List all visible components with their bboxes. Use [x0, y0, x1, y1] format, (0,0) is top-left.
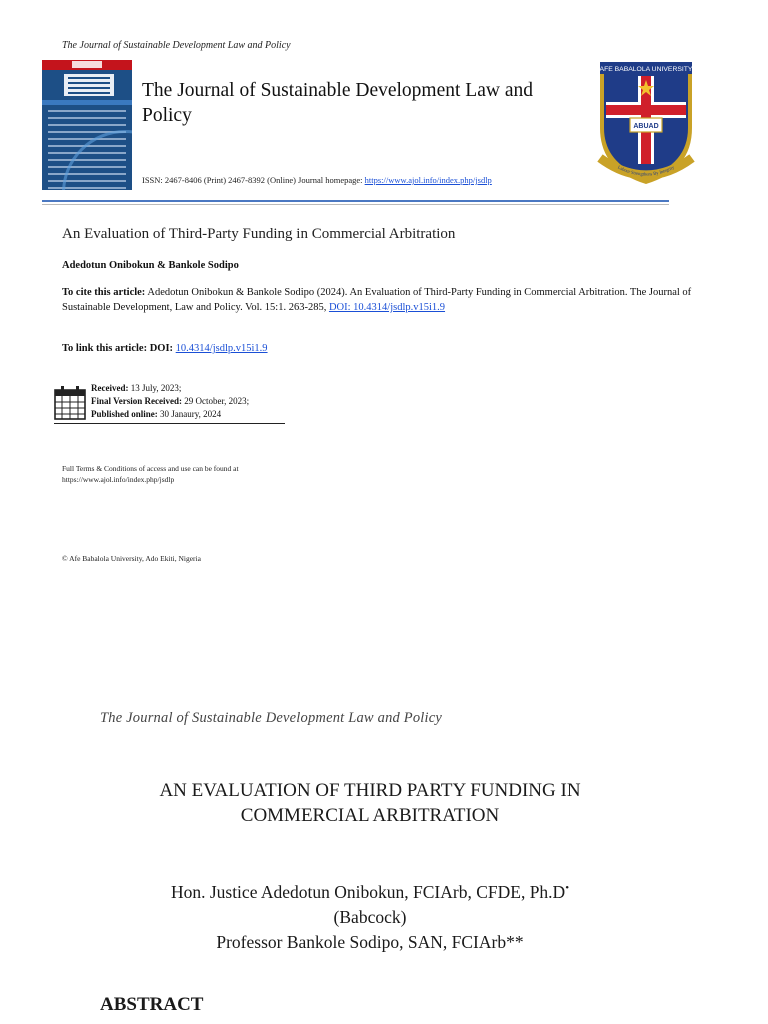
article-authors: Adedotun Onibokun & Bankole Sodipo [62, 260, 239, 271]
page2-running-head: The Journal of Sustainable Development Law and Policy [100, 710, 443, 726]
terms-line: Full Terms & Conditions of access and use can be found at [62, 464, 239, 473]
issn-text: ISSN: 2467-8406 (Print) 2467-8392 (Online) Journal homepage: [142, 175, 365, 185]
page2-author2: Professor Bankole Sodipo, SAN, FCIArb** [216, 931, 524, 952]
received-date: 13 July, 2023; [128, 383, 182, 393]
terms-url: https://www.ajol.info/index.php/jsdlp [62, 475, 175, 484]
running-head: The Journal of Sustainable Development Law and Policy [62, 40, 291, 51]
calendar-icon [54, 384, 86, 420]
cite-text: Adedotun Onibokun & Bankole Sodipo (2024). An Evaluation of Third-Party Funding in Commercial Arbitration. The Journal of Sustainable Development, Law and Policy. Vol. 15:1. 263-285, [62, 287, 692, 313]
page2-authors [0, 876, 740, 955]
page2-title-line: COMMERCIAL ARBITRATION [240, 805, 500, 826]
terms-note [62, 463, 239, 485]
dates-block [91, 382, 249, 421]
final-version-label: Final Version Received: [91, 396, 182, 406]
university-crest-logo [592, 58, 700, 188]
dates-rule [54, 423, 285, 424]
article-title: An Evaluation of Third-Party Funding in Commercial Arbitration [62, 226, 456, 242]
final-version-date: 29 October, 2023; [182, 396, 250, 406]
page2-article-title [0, 778, 740, 828]
cite-label: To cite this article: [62, 287, 146, 298]
link-block [62, 343, 268, 354]
citation-block [62, 285, 712, 315]
page2-title-line: AN EVALUATION OF THIRD PARTY FUNDING IN [159, 780, 581, 801]
header-rule-thin [42, 204, 669, 205]
received-label: Received: [91, 383, 129, 393]
published-date: 30 Janaury, 2024 [157, 409, 222, 419]
abstract-heading: ABSTRACT [100, 994, 204, 1015]
journal-title: The Journal of Sustainable Development Law and Policy [142, 80, 533, 126]
issn-line [142, 175, 492, 185]
journal-homepage-link[interactable]: https://www.ajol.info/index.php/jsdlp [364, 175, 492, 185]
page2-author1-affiliation: (Babcock) [333, 906, 407, 927]
author1-footnote-mark: • [565, 882, 570, 894]
published-label: Published online: [91, 409, 158, 419]
copyright-notice: © Afe Babalola University, Ado Ekiti, Nigeria [62, 554, 201, 563]
cite-doi-link[interactable]: DOI: 10.4314/jsdlp.v15i1.9 [328, 302, 446, 313]
crest-badge: ABUAD [633, 123, 659, 130]
crest-motto: Labour Strengthens By Integrity [616, 164, 676, 177]
header-rule [42, 200, 669, 202]
link-label: To link this article: DOI: [62, 343, 176, 354]
crest-university-name: AFE BABALOLA UNIVERSITY [599, 66, 693, 73]
doi-link[interactable]: 10.4314/jsdlp.v15i1.9 [175, 343, 268, 354]
journal-cover-image [42, 60, 132, 190]
page2-author1: Hon. Justice Adedotun Onibokun, FCIArb, CFDE, Ph.D [170, 881, 566, 902]
